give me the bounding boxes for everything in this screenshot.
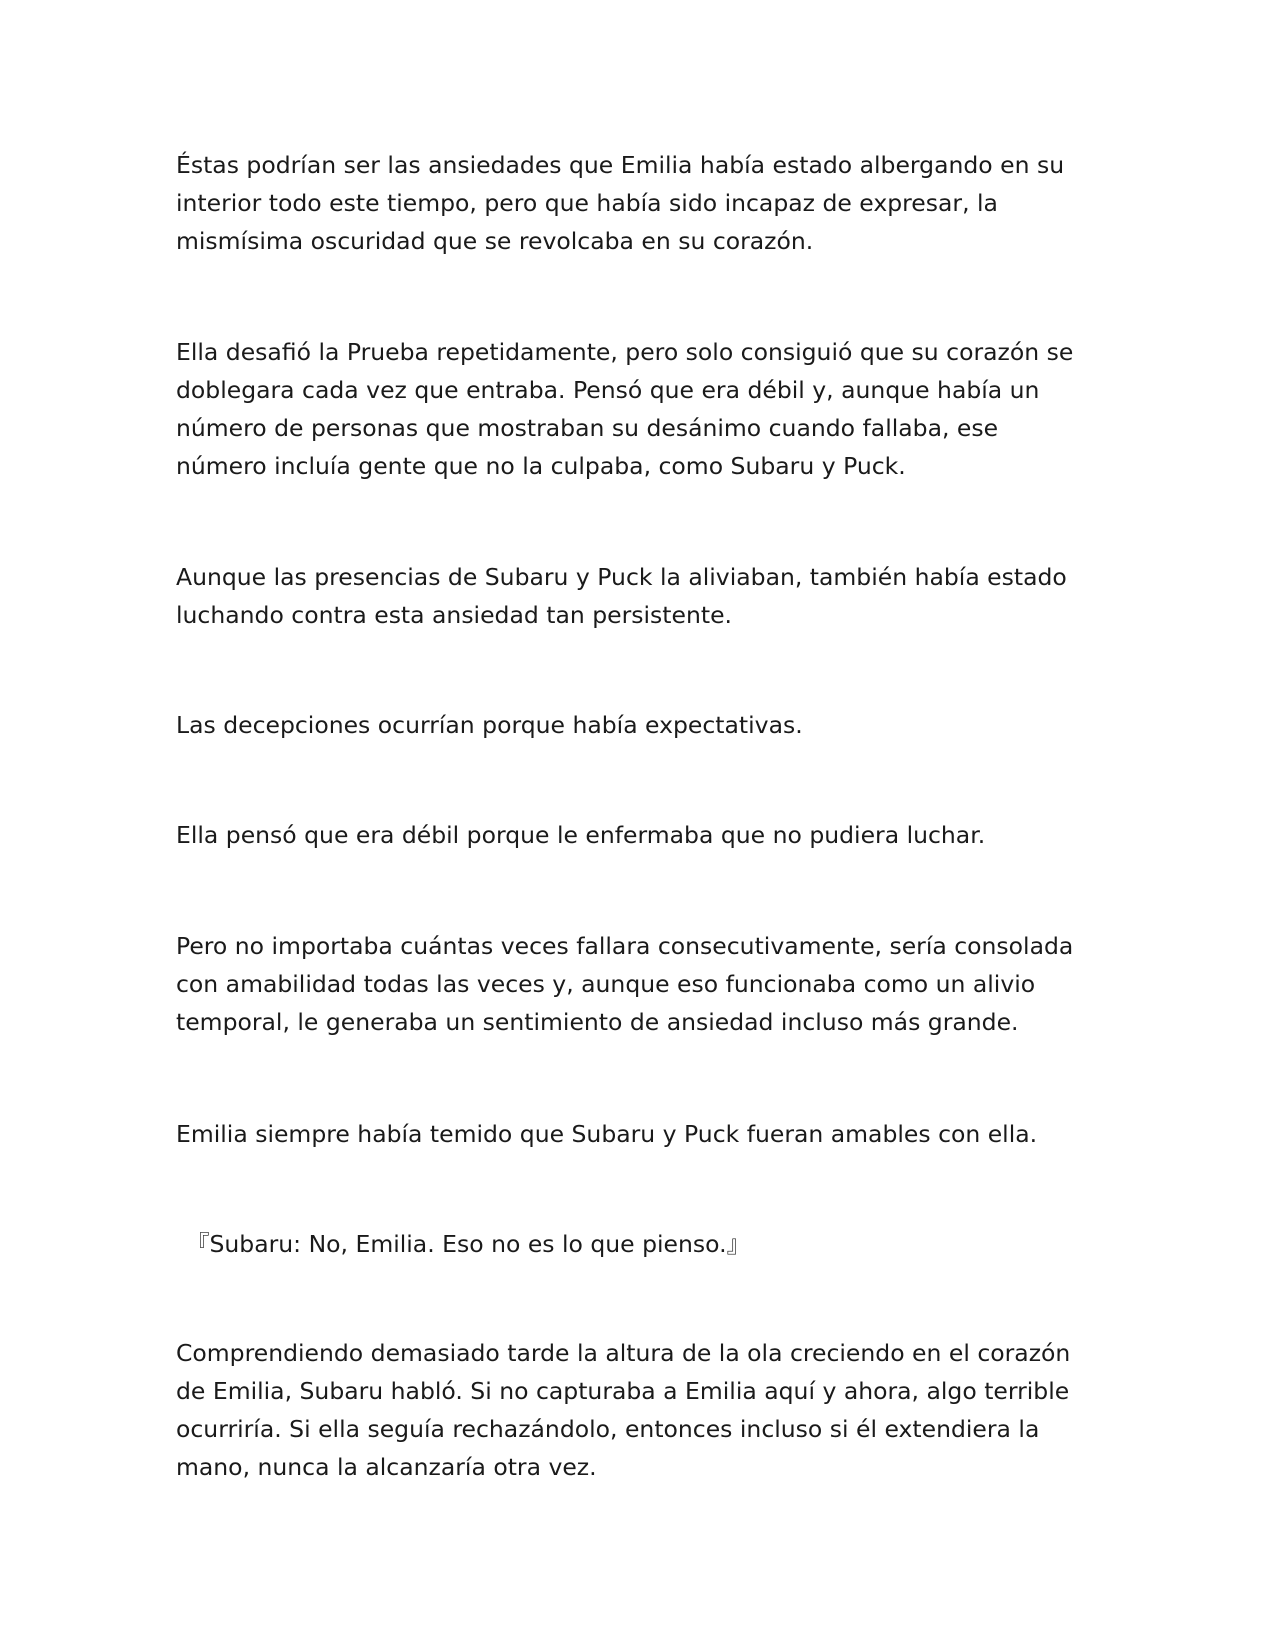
paragraph-1: Éstas podrían ser las ansiedades que Emilia había estado albergando en su interior todo este tiempo, pero que había sido incapaz de expresar, la mismísima oscuridad que se revolcaba en su corazón. <box>176 151 1065 255</box>
paragraph-5: Ella pensó que era débil porque le enfermaba que no pudiera luchar. <box>176 821 986 849</box>
paragraph-2: Ella desafió la Prueba repetidamente, pero solo consiguió que su corazón se doblegara cada vez que entraba. Pensó que era débil y, aunque había un número de personas que mostraban su desánimo cuando fallaba, ese número incluía gente que no la culpaba, como Subaru y Puck. <box>176 338 1074 480</box>
paragraph-6: Pero no importaba cuántas veces fallara consecutivamente, sería consolada con amabilidad todas las veces y, aunque eso funcionaba como un alivio temporal, le generaba un sentimiento de ansiedad incluso más grande. <box>176 932 1074 1036</box>
paragraph-7: Emilia siempre había temido que Subaru y Puck fueran amables con ella. <box>176 1120 1038 1148</box>
paragraph-3: Aunque las presencias de Subaru y Puck la aliviaban, también había estado luchando contra esta ansiedad tan persistente. <box>176 563 1067 629</box>
dialogue-line: 『Subaru: No, Emilia. Eso no es lo que pienso.』 <box>186 1230 751 1258</box>
paragraph-9: Comprendiendo demasiado tarde la altura de la ola creciendo en el corazón de Emilia, Subaru habló. Si no capturaba a Emilia aquí y ahora, algo terrible ocurriría. Si ella seguía rechazándolo, entonces incluso si él extendiera la mano, nunca la alcanzaría otra vez. <box>176 1339 1071 1481</box>
paragraph-4: Las decepciones ocurrían porque había expectativas. <box>176 711 803 739</box>
